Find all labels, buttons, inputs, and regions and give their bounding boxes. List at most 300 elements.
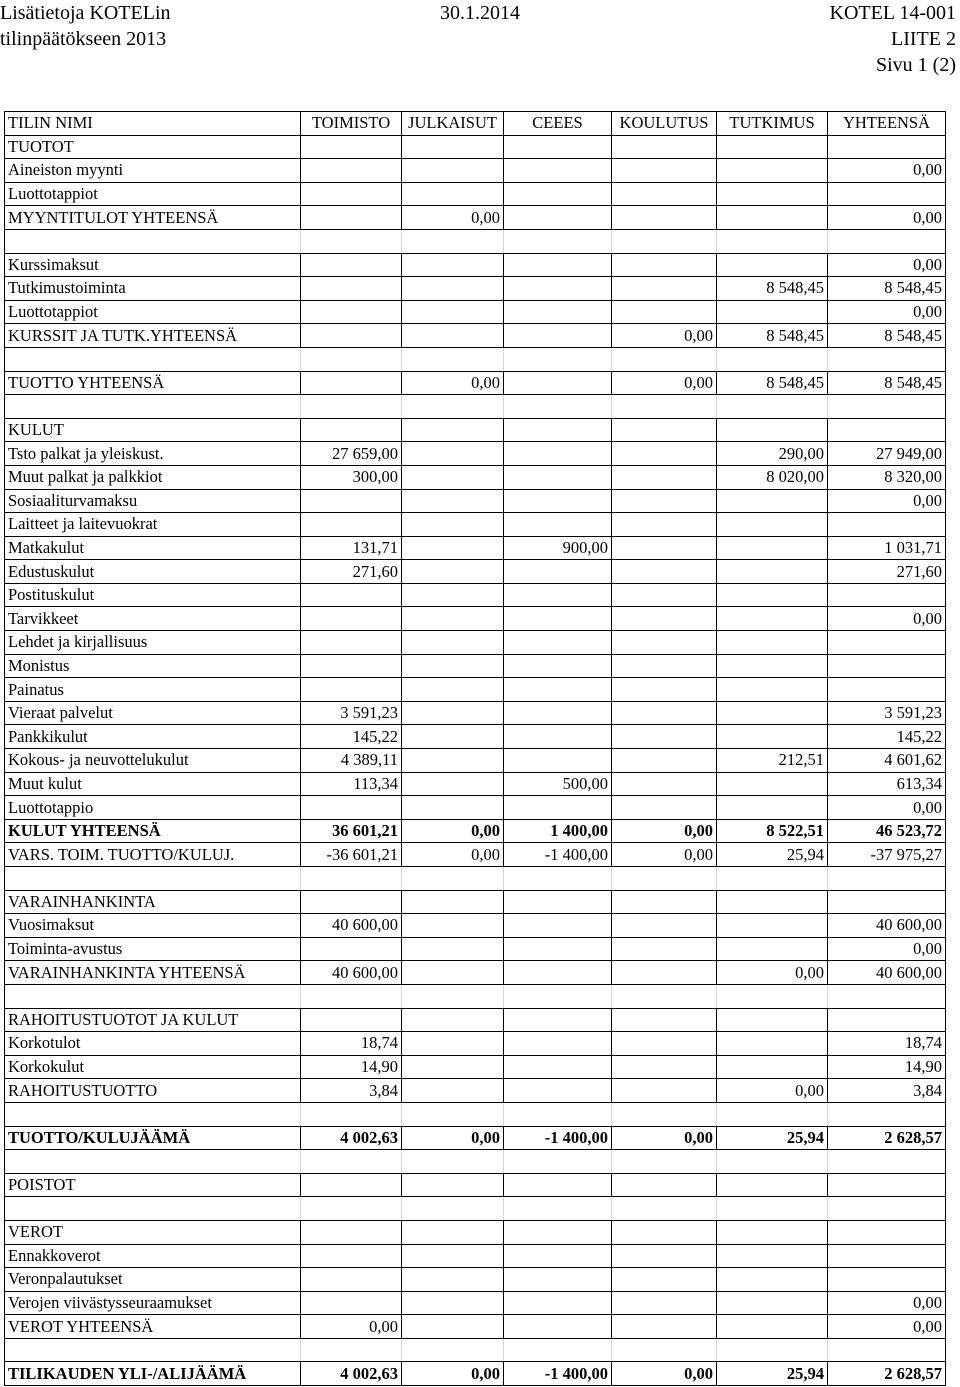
amount-cell — [504, 253, 612, 277]
amount-cell — [402, 725, 504, 749]
amount-cell — [301, 159, 402, 183]
amount-cell: 145,22 — [301, 725, 402, 749]
amount-cell — [301, 1197, 402, 1221]
amount-cell — [612, 300, 717, 324]
account-name-cell: Verojen viivästysseuraamukset — [5, 1291, 301, 1315]
amount-cell: 40 600,00 — [828, 961, 946, 985]
amount-cell — [504, 984, 612, 1008]
account-name-cell: TUOTTO YHTEENSÄ — [5, 371, 301, 395]
amount-cell — [301, 347, 402, 371]
amount-cell — [828, 654, 946, 678]
amount-cell — [402, 1268, 504, 1292]
account-name-cell: Tsto palkat ja yleiskust. — [5, 442, 301, 466]
amount-cell — [612, 654, 717, 678]
account-name-cell: Luottotappiot — [5, 182, 301, 206]
amount-cell — [717, 300, 828, 324]
amount-cell: 0,00 — [301, 1315, 402, 1339]
amount-cell — [402, 1315, 504, 1339]
amount-cell: 0,00 — [402, 1126, 504, 1150]
amount-cell — [612, 961, 717, 985]
amount-cell — [402, 867, 504, 891]
amount-cell — [402, 678, 504, 702]
amount-cell: 0,00 — [828, 300, 946, 324]
amount-cell — [301, 418, 402, 442]
table-row — [5, 678, 946, 702]
amount-cell — [504, 725, 612, 749]
amount-cell — [402, 749, 504, 773]
account-name-cell: Aineiston myynti — [5, 159, 301, 183]
account-name-cell — [5, 984, 301, 1008]
amount-cell: 613,34 — [828, 772, 946, 796]
amount-cell: 18,74 — [828, 1032, 946, 1056]
amount-cell — [612, 277, 717, 301]
amount-cell: 0,00 — [717, 1079, 828, 1103]
amount-cell — [612, 749, 717, 773]
amount-cell: 0,00 — [402, 206, 504, 230]
amount-cell — [402, 631, 504, 655]
amount-cell — [828, 1150, 946, 1174]
amount-cell — [612, 442, 717, 466]
amount-cell — [301, 631, 402, 655]
account-name-cell — [5, 1150, 301, 1174]
amount-cell — [504, 749, 612, 773]
amount-cell — [301, 678, 402, 702]
amount-cell — [402, 984, 504, 1008]
account-name-cell — [5, 867, 301, 891]
amount-cell — [717, 489, 828, 513]
amount-cell: 0,00 — [828, 1291, 946, 1315]
amount-cell: -1 400,00 — [504, 1126, 612, 1150]
amount-cell — [828, 513, 946, 537]
amount-cell — [402, 277, 504, 301]
amount-cell: 500,00 — [504, 772, 612, 796]
amount-cell — [828, 984, 946, 1008]
table-row — [5, 253, 946, 277]
amount-cell — [717, 159, 828, 183]
amount-cell: -1 400,00 — [504, 843, 612, 867]
account-name-cell: KURSSIT JA TUTK.YHTEENSÄ — [5, 324, 301, 348]
amount-cell — [717, 513, 828, 537]
amount-cell — [717, 937, 828, 961]
amount-cell — [402, 583, 504, 607]
amount-cell — [612, 890, 717, 914]
amount-cell — [717, 229, 828, 253]
table-row — [5, 701, 946, 725]
amount-cell: 36 601,21 — [301, 819, 402, 843]
table-row — [5, 1008, 946, 1032]
amount-cell: 40 600,00 — [828, 914, 946, 938]
amount-cell — [717, 583, 828, 607]
amount-cell — [717, 182, 828, 206]
amount-cell: 8 548,45 — [828, 324, 946, 348]
amount-cell — [504, 1338, 612, 1362]
amount-cell — [402, 1338, 504, 1362]
account-name-cell: TUOTOT — [5, 135, 301, 159]
account-name-cell: Veronpalautukset — [5, 1268, 301, 1292]
account-name-cell: Sosiaaliturvamaksu — [5, 489, 301, 513]
amount-cell — [402, 229, 504, 253]
amount-cell — [301, 229, 402, 253]
account-name-cell: Tutkimustoiminta — [5, 277, 301, 301]
amount-cell: -1 400,00 — [504, 1362, 612, 1386]
amount-cell — [402, 1150, 504, 1174]
amount-cell — [612, 678, 717, 702]
header-date: 30.1.2014 — [440, 2, 520, 24]
account-name-cell — [5, 1102, 301, 1126]
table-row — [5, 1079, 946, 1103]
account-name-cell: Kokous- ja neuvottelukulut — [5, 749, 301, 773]
page-header — [0, 0, 960, 90]
amount-cell — [301, 1008, 402, 1032]
amount-cell — [402, 182, 504, 206]
amount-cell — [504, 513, 612, 537]
amount-cell — [612, 772, 717, 796]
amount-cell — [717, 560, 828, 584]
amount-cell: 25,94 — [717, 1362, 828, 1386]
amount-cell: 25,94 — [717, 843, 828, 867]
account-name-cell: Painatus — [5, 678, 301, 702]
amount-cell: 27 949,00 — [828, 442, 946, 466]
table-row — [5, 796, 946, 820]
amount-cell — [504, 1055, 612, 1079]
amount-cell — [828, 890, 946, 914]
amount-cell — [828, 418, 946, 442]
account-name-cell — [5, 395, 301, 419]
amount-cell: -36 601,21 — [301, 843, 402, 867]
table-row — [5, 1220, 946, 1244]
amount-cell — [612, 1244, 717, 1268]
amount-cell — [504, 678, 612, 702]
amount-cell — [612, 984, 717, 1008]
amount-cell — [402, 796, 504, 820]
table-row — [5, 819, 946, 843]
table-row — [5, 1032, 946, 1056]
amount-cell: 0,00 — [612, 1362, 717, 1386]
account-name-cell: VARS. TOIM. TUOTTO/KULUJ. — [5, 843, 301, 867]
table-row — [5, 607, 946, 631]
amount-cell — [612, 159, 717, 183]
account-name-cell: POISTOT — [5, 1173, 301, 1197]
amount-cell — [301, 1150, 402, 1174]
amount-cell — [717, 347, 828, 371]
amount-cell — [402, 701, 504, 725]
amount-cell — [717, 701, 828, 725]
amount-cell — [402, 914, 504, 938]
amount-cell: 3 591,23 — [828, 701, 946, 725]
amount-cell: 145,22 — [828, 725, 946, 749]
amount-cell — [504, 324, 612, 348]
amount-cell — [504, 229, 612, 253]
amount-cell — [504, 182, 612, 206]
amount-cell: 14,90 — [828, 1055, 946, 1079]
amount-cell — [717, 984, 828, 1008]
table-row — [5, 843, 946, 867]
amount-cell — [717, 1055, 828, 1079]
amount-cell: 113,34 — [301, 772, 402, 796]
amount-cell — [612, 347, 717, 371]
amount-cell — [717, 1244, 828, 1268]
table-row — [5, 182, 946, 206]
amount-cell — [717, 1220, 828, 1244]
amount-cell — [717, 890, 828, 914]
amount-cell — [301, 607, 402, 631]
header-title-line2: tilinpäätökseen 2013 — [0, 28, 167, 50]
account-name-cell: Korkokulut — [5, 1055, 301, 1079]
amount-cell: 4 002,63 — [301, 1126, 402, 1150]
amount-cell: 4 002,63 — [301, 1362, 402, 1386]
amount-cell: 4 601,62 — [828, 749, 946, 773]
amount-cell: 0,00 — [828, 607, 946, 631]
amount-cell — [301, 654, 402, 678]
amount-cell — [504, 135, 612, 159]
ledger-table — [4, 111, 946, 1386]
amount-cell — [402, 890, 504, 914]
account-name-cell: RAHOITUSTUOTOT JA KULUT — [5, 1008, 301, 1032]
amount-cell — [301, 1102, 402, 1126]
amount-cell — [301, 182, 402, 206]
amount-cell — [504, 1173, 612, 1197]
amount-cell: 8 548,45 — [717, 324, 828, 348]
amount-cell — [612, 1220, 717, 1244]
amount-cell — [612, 1032, 717, 1056]
amount-cell — [504, 465, 612, 489]
amount-cell — [504, 1220, 612, 1244]
amount-cell — [301, 867, 402, 891]
amount-cell — [504, 395, 612, 419]
table-row — [5, 159, 946, 183]
amount-cell — [504, 607, 612, 631]
amount-cell — [717, 914, 828, 938]
account-name-cell: Tarvikkeet — [5, 607, 301, 631]
amount-cell: 271,60 — [828, 560, 946, 584]
amount-cell: 212,51 — [717, 749, 828, 773]
table-row — [5, 1244, 946, 1268]
account-name-cell: Muut palkat ja palkkiot — [5, 465, 301, 489]
table-row — [5, 536, 946, 560]
amount-cell — [504, 277, 612, 301]
amount-cell — [504, 1268, 612, 1292]
amount-cell: 0,00 — [828, 1315, 946, 1339]
amount-cell — [504, 1008, 612, 1032]
amount-cell: 1 400,00 — [504, 819, 612, 843]
spacer-row — [5, 984, 946, 1008]
amount-cell — [612, 1291, 717, 1315]
amount-cell — [504, 1150, 612, 1174]
table-row — [5, 1268, 946, 1292]
table-row — [5, 1055, 946, 1079]
amount-cell — [504, 654, 612, 678]
amount-cell — [612, 1268, 717, 1292]
amount-cell — [301, 1268, 402, 1292]
amount-cell — [612, 631, 717, 655]
table-row — [5, 654, 946, 678]
ledger-body — [5, 135, 946, 1385]
amount-cell — [717, 1291, 828, 1315]
amount-cell — [402, 395, 504, 419]
spacer-row — [5, 347, 946, 371]
amount-cell — [301, 277, 402, 301]
amount-cell — [828, 1220, 946, 1244]
account-name-cell: Monistus — [5, 654, 301, 678]
amount-cell — [301, 300, 402, 324]
amount-cell — [301, 371, 402, 395]
amount-cell — [402, 560, 504, 584]
account-name-cell — [5, 229, 301, 253]
amount-cell: 0,00 — [717, 961, 828, 985]
table-row — [5, 1126, 946, 1150]
column-header: TILIN NIMI — [5, 112, 301, 136]
amount-cell — [402, 961, 504, 985]
amount-cell — [828, 1102, 946, 1126]
amount-cell — [717, 1197, 828, 1221]
amount-cell — [828, 1008, 946, 1032]
amount-cell — [504, 1032, 612, 1056]
amount-cell — [612, 536, 717, 560]
amount-cell: 0,00 — [828, 253, 946, 277]
table-row — [5, 371, 946, 395]
amount-cell: 900,00 — [504, 536, 612, 560]
amount-cell — [504, 1315, 612, 1339]
table-row — [5, 277, 946, 301]
account-name-cell — [5, 347, 301, 371]
amount-cell — [828, 678, 946, 702]
account-name-cell: TILIKAUDEN YLI-/ALIJÄÄMÄ — [5, 1362, 301, 1386]
amount-cell: 0,00 — [402, 819, 504, 843]
amount-cell — [612, 135, 717, 159]
amount-cell — [504, 1291, 612, 1315]
amount-cell — [402, 1032, 504, 1056]
amount-cell — [828, 182, 946, 206]
amount-cell — [612, 1338, 717, 1362]
amount-cell — [504, 442, 612, 466]
amount-cell — [717, 772, 828, 796]
account-name-cell: Muut kulut — [5, 772, 301, 796]
table-row — [5, 961, 946, 985]
amount-cell — [717, 725, 828, 749]
amount-cell: 4 389,11 — [301, 749, 402, 773]
amount-cell: 14,90 — [301, 1055, 402, 1079]
header-attachment: LIITE 2 — [891, 28, 956, 50]
amount-cell — [402, 465, 504, 489]
amount-cell — [612, 465, 717, 489]
amount-cell — [301, 1173, 402, 1197]
amount-cell: 290,00 — [717, 442, 828, 466]
table-row — [5, 914, 946, 938]
amount-cell — [504, 1197, 612, 1221]
table-row — [5, 631, 946, 655]
amount-cell — [504, 300, 612, 324]
amount-cell — [612, 1008, 717, 1032]
amount-cell: 1 031,71 — [828, 536, 946, 560]
amount-cell: 300,00 — [301, 465, 402, 489]
amount-cell — [828, 229, 946, 253]
amount-cell: 3,84 — [301, 1079, 402, 1103]
column-header: TOIMISTO — [301, 112, 402, 136]
amount-cell — [402, 772, 504, 796]
table-row — [5, 1362, 946, 1386]
spacer-row — [5, 1338, 946, 1362]
amount-cell — [402, 135, 504, 159]
amount-cell — [612, 560, 717, 584]
amount-cell — [828, 395, 946, 419]
amount-cell — [504, 1244, 612, 1268]
amount-cell — [402, 513, 504, 537]
amount-cell — [717, 1150, 828, 1174]
amount-cell: 0,00 — [402, 843, 504, 867]
amount-cell — [504, 418, 612, 442]
amount-cell — [717, 418, 828, 442]
amount-cell — [504, 560, 612, 584]
amount-cell — [402, 1055, 504, 1079]
amount-cell — [402, 937, 504, 961]
table-row — [5, 465, 946, 489]
amount-cell — [612, 1055, 717, 1079]
amount-cell — [828, 583, 946, 607]
amount-cell — [301, 1291, 402, 1315]
account-name-cell — [5, 1197, 301, 1221]
amount-cell — [612, 867, 717, 891]
account-name-cell: Luottotappio — [5, 796, 301, 820]
table-row — [5, 725, 946, 749]
column-header: YHTEENSÄ — [828, 112, 946, 136]
amount-cell — [612, 229, 717, 253]
account-name-cell: Matkakulut — [5, 536, 301, 560]
table-row — [5, 1315, 946, 1339]
amount-cell — [301, 324, 402, 348]
table-row — [5, 206, 946, 230]
table-row — [5, 583, 946, 607]
amount-cell: 8 020,00 — [717, 465, 828, 489]
column-header-row — [5, 112, 946, 136]
amount-cell: 0,00 — [828, 796, 946, 820]
table-row — [5, 418, 946, 442]
account-name-cell: Lehdet ja kirjallisuus — [5, 631, 301, 655]
amount-cell — [301, 1244, 402, 1268]
account-name-cell: Pankkikulut — [5, 725, 301, 749]
amount-cell — [828, 1338, 946, 1362]
amount-cell — [612, 253, 717, 277]
table-row — [5, 772, 946, 796]
amount-cell — [402, 1008, 504, 1032]
account-name-cell: Toiminta-avustus — [5, 937, 301, 961]
amount-cell — [717, 1173, 828, 1197]
table-row — [5, 300, 946, 324]
spacer-row — [5, 1150, 946, 1174]
account-name-cell: Postituskulut — [5, 583, 301, 607]
amount-cell — [402, 1197, 504, 1221]
account-name-cell: KULUT YHTEENSÄ — [5, 819, 301, 843]
amount-cell — [717, 1338, 828, 1362]
account-name-cell: Vuosimaksut — [5, 914, 301, 938]
amount-cell — [402, 1173, 504, 1197]
amount-cell — [828, 347, 946, 371]
amount-cell — [717, 631, 828, 655]
account-name-cell: VARAINHANKINTA YHTEENSÄ — [5, 961, 301, 985]
table-row — [5, 749, 946, 773]
amount-cell — [504, 371, 612, 395]
amount-cell — [717, 1008, 828, 1032]
amount-cell — [301, 135, 402, 159]
amount-cell — [717, 678, 828, 702]
amount-cell — [402, 1291, 504, 1315]
table-row — [5, 135, 946, 159]
amount-cell: 0,00 — [612, 371, 717, 395]
spacer-row — [5, 1197, 946, 1221]
amount-cell — [402, 347, 504, 371]
amount-cell: 0,00 — [612, 324, 717, 348]
amount-cell — [402, 418, 504, 442]
amount-cell — [717, 253, 828, 277]
